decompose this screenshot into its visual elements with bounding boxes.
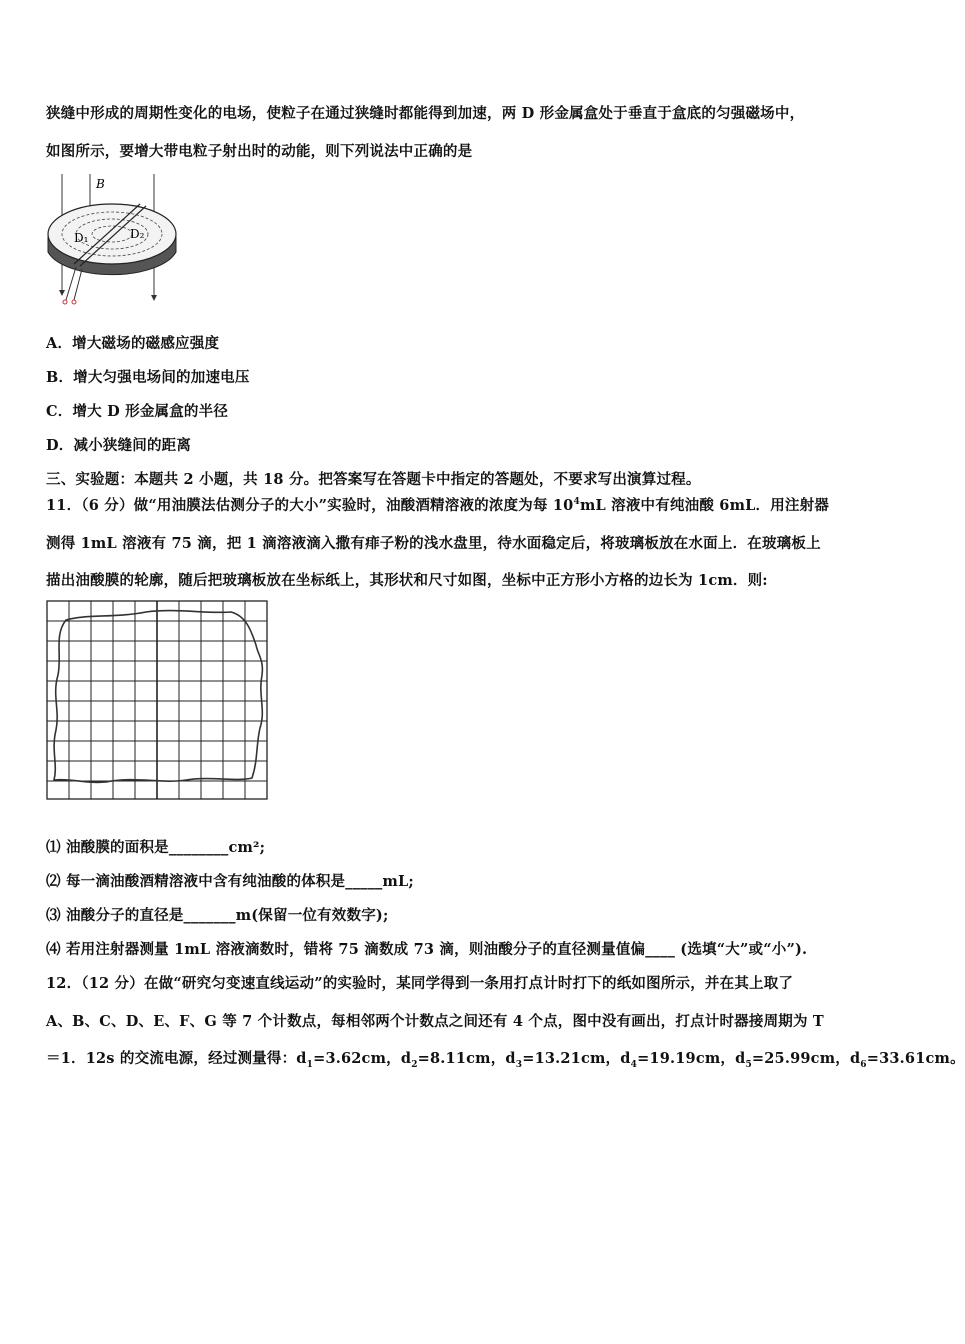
intro-line-2: 如图所示，要增大带电粒子射出时的动能，则下列说法中正确的是 [46,143,473,160]
option-c: C．增大 D 形金属盒的半径 [46,403,229,420]
section-3-heading: 三、实验题：本题共 2 小题，共 18 分。把答案写在答题卡中指定的答题处，不要求写出演算过程。 [46,471,701,488]
cyclotron-figure [44,172,184,312]
arrow-icon [59,290,65,296]
option-a: A．增大磁场的磁感应强度 [46,335,220,352]
option-b: B．增大匀强电场间的加速电压 [46,369,250,386]
option-d: D．减小狭缝间的距离 [46,437,192,454]
q11-sub-3: ⑶ 油酸分子的直径是_______m(保留一位有效数字); [46,907,389,924]
terminal-icon [63,300,67,304]
terminal-icon [72,300,76,304]
oil-film-grid [46,600,270,802]
q11-line-3: 描出油酸膜的轮廓，随后把玻璃板放在坐标纸上，其形状和尺寸如图，坐标中正方形小方格的边长为 1cm．则: [46,572,768,589]
q11-sub-4: ⑷ 若用注射器测量 1mL 溶液滴数时，错将 75 滴数成 73 滴，则油酸分子的直径测量值偏____ (选填“大”或“小”). [46,941,808,958]
label-b: B [96,177,105,191]
q11-line-1: 11．（6 分）做“用油膜法估测分子的大小”实验时，油酸酒精溶液的浓度为每 $10^4mL$ 溶液中有纯油酸 6mL．用注射器 [46,497,830,514]
label-d2: D₂ [130,227,145,241]
q11-line-2: 测得 1mL 溶液有 75 滴，把 1 滴溶液滴入撒有痱子粉的浅水盘里，待水面稳定后，将玻璃板放在水面上．在玻璃板上 [46,535,821,552]
q11-sub-2: ⑵ 每一滴油酸酒精溶液中含有纯油酸的体积是_____mL; [46,873,414,890]
intro-line-1: 狭缝中形成的周期性变化的电场，使粒子在通过狭缝时都能得到加速，两 D 形金属盒处于垂直于盒底的匀强磁场中， [46,105,805,122]
q12-line-3: ＝1．12s 的交流电源，经过测量得：$d_1=3.62cm$，$d_2=8.11cm$，$d_3=13.21cm$，$d_4=19.19cm$，$d_5=25.99cm$，$d_6=33.61cm$。 [46,1050,965,1070]
q12-line-1: 12．（12 分）在做“研究匀变速直线运动”的实验时，某同学得到一条用打点计时打下的纸如图所示，并在其上取了 [46,975,794,992]
q12-line-2: A、B、C、D、E、F、G 等 7 个计数点，每相邻两个计数点之间还有 4 个点，图中没有画出，打点计时器接周期为 T [46,1013,824,1030]
oil-film-outline [54,611,262,783]
label-d1: D₁ [74,231,89,245]
arrow-icon [151,295,157,301]
q11-sub-1: ⑴ 油酸膜的面积是________cm²; [46,839,266,856]
